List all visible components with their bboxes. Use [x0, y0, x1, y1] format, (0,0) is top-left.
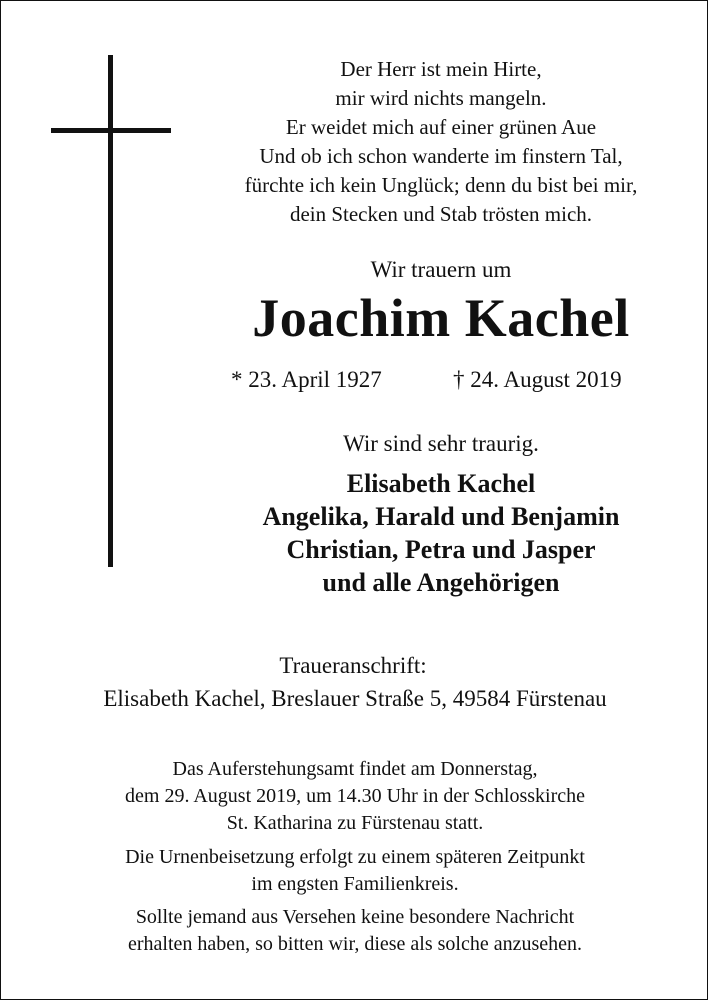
mourning-announcement: Wir trauern um	[370, 257, 512, 282]
notice-line: Die Urnenbeisetzung erfolgt zu einem späteren Zeitpunkt	[125, 846, 585, 868]
notice-line: Sollte jemand aus Versehen keine besondere Nachricht	[135, 906, 575, 928]
deceased-name: Joachim Kachel	[252, 288, 630, 348]
address-label-row	[1, 653, 708, 679]
psalm-line: Und ob ich schon wanderte im finstern Tal,	[259, 144, 623, 168]
psalm-line: fürchte ich kein Unglück; denn du bist bei mir,	[244, 173, 638, 197]
psalm-line: Der Herr ist mein Hirte,	[340, 57, 542, 81]
psalm-verse	[201, 55, 681, 229]
family-member: Christian, Petra und Jasper	[286, 535, 596, 564]
family-member: und alle Angehörigen	[322, 568, 560, 597]
notice-line: dem 29. August 2019, um 14.30 Uhr in der Schlosskirche	[125, 785, 585, 807]
psalm-line: dein Stecken und Stab trösten mich.	[289, 202, 593, 226]
service-notice	[1, 756, 708, 837]
psalm-line: Er weidet mich auf einer grünen Aue	[285, 115, 597, 139]
notice-line: Das Auferstehungsamt findet am Donnerstag,	[172, 758, 538, 780]
psalm-line: mir wird nichts mangeln.	[335, 86, 547, 110]
sentiment-line: Wir sind sehr traurig.	[343, 431, 539, 456]
family-member: Angelika, Harald und Benjamin	[262, 502, 620, 531]
burial-notice	[1, 844, 708, 898]
death-date: † 24. August 2019	[453, 367, 622, 392]
birth-date: * 23. April 1927	[231, 367, 382, 392]
family-list	[201, 467, 681, 599]
notice-line: St. Katharina zu Fürstenau statt.	[226, 812, 484, 834]
notification-note	[1, 904, 708, 958]
address-label: Traueranschrift:	[279, 653, 427, 678]
notice-line: erhalten haben, so bitten wir, diese als solche anzusehen.	[127, 933, 583, 955]
notice-line: im engsten Familienkreis.	[251, 873, 459, 895]
family-member: Elisabeth Kachel	[346, 469, 536, 498]
cross-horizontal-bar	[51, 128, 171, 133]
mourning-address: Elisabeth Kachel, Breslauer Straße 5, 49584 Fürstenau	[103, 686, 607, 711]
